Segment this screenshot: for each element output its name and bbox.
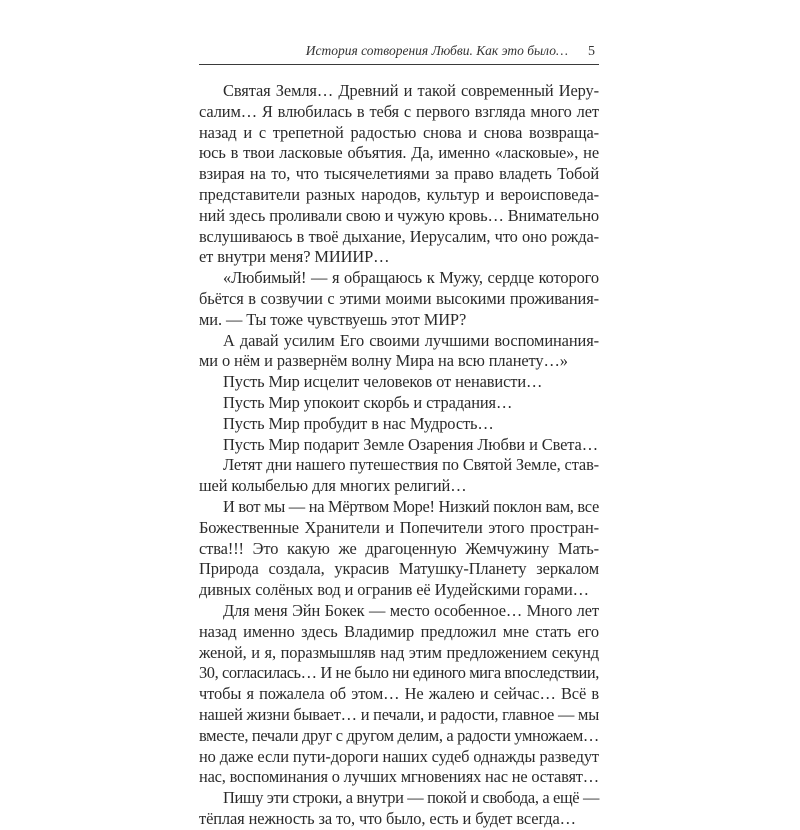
- text-line: Божественные Хранители и Попечители этого простран-: [199, 517, 599, 537]
- text-line: нас, воспоминания о лучших мгновениях нас не оставят…: [199, 767, 599, 787]
- text-line: И вот мы — на Мёртвом Море! Низкий поклон вам, все: [223, 496, 599, 516]
- text-line: женой, и я, поразмышляв над этим предложением секунд: [199, 642, 599, 662]
- running-header: [199, 43, 599, 65]
- text-line: назад и с трепетной радостью снова и снова возвраща-: [199, 122, 599, 142]
- running-title: История сотворения Любви. Как это было…: [305, 43, 568, 58]
- text-line: вслушиваюсь в твоё дыхание, Иерусалим, что оно рождa-: [199, 226, 599, 246]
- book-page: [199, 40, 600, 828]
- text-line: вместе, печали друг с другом делим, а радости умножаем…: [199, 725, 599, 745]
- text-line: ми о нём и развернём волну Мира на всю планету…»: [199, 351, 568, 371]
- text-line: А давай усилим Его своими лучшими воспоминания-: [223, 330, 599, 350]
- text-line: Пусть Мир пробудит в нас Мудрость…: [223, 413, 494, 433]
- header-rule: [199, 64, 599, 65]
- text-line: нашей жизни бывает… и печали, и радости, главное — мы: [199, 704, 599, 724]
- text-line: 30, согласилась… И не было ни единого мига впоследствии,: [199, 663, 599, 683]
- text-line: дивных солёных вод и огранив её Иудейскими горами…: [199, 580, 589, 600]
- body-text: [199, 81, 599, 830]
- text-line: Природа создала, украсив Матушку-Планету зеркалом: [199, 559, 599, 579]
- text-line: Пусть Мир упокоит скорбь и страдания…: [223, 392, 513, 412]
- text-line: Пусть Мир исцелит человеков от ненависти…: [223, 372, 543, 392]
- text-line: Летят дни нашего путешествия по Святой Земле, став-: [223, 455, 600, 475]
- text-line: юсь в твои ласковые объятия. Да, именно «ласковые», не: [199, 143, 599, 163]
- text-line: взирая на то, что тысячелетиями за право владеть Тобой: [199, 164, 599, 184]
- text-line: ми. — Ты тоже чувствуешь этот МИР?: [199, 309, 467, 329]
- text-line: представители разных народов, культур и вероисповедa-: [199, 184, 599, 204]
- text-line: ний здесь проливали свою и чужую кровь… Внимательно: [199, 205, 599, 225]
- text-line: Для меня Эйн Бокек — место особенное… Много лет: [223, 600, 599, 620]
- page-number: 5: [588, 44, 595, 59]
- text-line: ства!!! Это какую же драгоценную Жемчужину Мать-: [199, 538, 599, 558]
- text-line: салим… Я влюбилась в тебя с первого взгляда много лет: [199, 101, 599, 121]
- text-line: но даже если пути-дороги наших судеб однажды разведут: [199, 746, 599, 766]
- text-line: Пишу эти строки, а внутри — покой и свобода, а ещё —: [223, 788, 599, 808]
- text-line: назад именно здесь Владимир предложил мне стать его: [199, 621, 599, 641]
- text-line: чтобы я пожалела об этом… Не жалею и сейчас… Всё в: [199, 684, 599, 704]
- text-line: Святая Земля… Древний и такой современный Иеру-: [223, 81, 599, 100]
- text-line: ет внутри меня? МИИИР…: [199, 247, 390, 267]
- text-line: шей колыбелью для многих религий…: [199, 476, 467, 496]
- text-line: тёплая нежность за то, что было, есть и будет всегда…: [199, 808, 576, 828]
- text-line: «Любимый! — я обращаюсь к Мужу, сердце которого: [223, 268, 599, 288]
- text-line: Пусть Мир подарит Земле Озарения Любви и Света…: [223, 434, 599, 454]
- text-line: бьётся в созвучии с этими моими высокими проживания-: [199, 288, 599, 308]
